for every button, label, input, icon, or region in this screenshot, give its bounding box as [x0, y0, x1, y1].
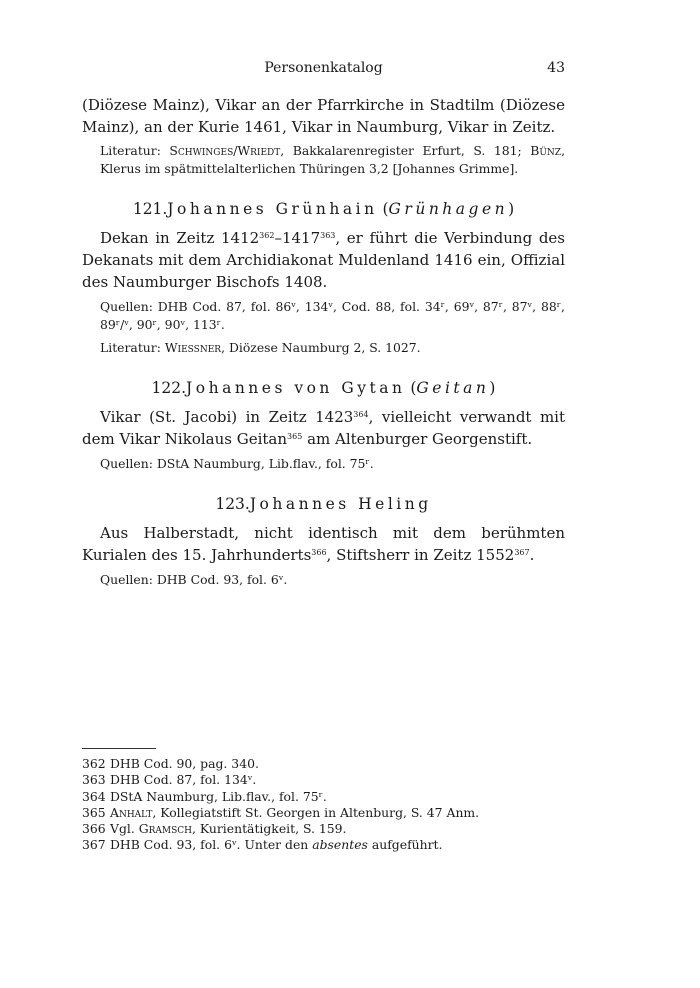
entry-number: 121.	[132, 200, 168, 218]
footnote-text: Vgl.	[110, 821, 139, 837]
footnote-text: DHB Cod. 87, fol. 134ᵛ.	[110, 772, 257, 788]
footnote-number: 367	[82, 837, 106, 853]
footnote-text: DStA Naumburg, Lib.flav., fol. 75ʳ.	[110, 788, 327, 804]
footnote-author: Anhalt	[110, 804, 153, 820]
footnote-363	[82, 772, 565, 788]
footnote-number: 365	[82, 804, 106, 820]
entry-text: Aus Halberstadt, nicht identisch mit dem berühmten Kurialen des 15. Jahrhunderts	[82, 524, 565, 564]
footnote-364	[82, 789, 565, 805]
footnote-number: 363	[82, 772, 106, 788]
footnote-number: 362	[82, 756, 106, 771]
lit-text: , Klerus im spätmittelalterlichen Thüringen 3,2 [Johannes Grimme].	[100, 143, 566, 176]
footnote-text: aufgeführt.	[367, 837, 443, 853]
lit-label: Literatur:	[100, 143, 170, 158]
footnote-362	[82, 756, 565, 772]
footnote-number: 364	[82, 788, 106, 804]
intro-literature	[82, 142, 565, 178]
footnote-text: DHB Cod. 90, pag. 340.	[110, 756, 259, 771]
footnote-author: Gramsch	[138, 821, 193, 837]
footnote-ref: 366	[311, 548, 327, 557]
footnote-italic: absentes	[312, 837, 368, 853]
footnote-rule	[82, 748, 156, 749]
entry-text-122	[82, 406, 565, 450]
entry-text: , Stiftsherr in Zeitz 1552	[326, 546, 515, 564]
entry-literature-121	[82, 339, 565, 357]
footnote-ref: 367	[514, 548, 530, 557]
footnote-ref: 365	[287, 432, 303, 441]
entry-text: am Altenburger Georgenstift.	[302, 430, 533, 448]
lit-author: Bünz	[530, 143, 562, 158]
entry-heading-122: 122.Johannes von Gytan (Geitan)	[151, 379, 496, 397]
entry-sources-122: Quellen: DStA Naumburg, Lib.flav., fol. 75ʳ.	[100, 456, 374, 471]
footnotes	[82, 748, 565, 854]
entry-text: , er führt die Verbindung des Dekanats mit dem Archidiakonat Muldenland 1416 ein, Offizial des Naumburger Bischofs 1408.	[82, 229, 565, 291]
lit-author: Wiessner	[164, 340, 222, 355]
entry-text: Vikar (St. Jacobi) in Zeitz 1423	[100, 408, 354, 426]
entry-sources-121: Quellen: DHB Cod. 87, fol. 86ᵛ, 134ᵛ, Cod. 88, fol. 34ʳ, 69ᵛ, 87ʳ, 87ᵛ, 88ʳ, 89ʳ/ᵛ, 90ʳ, 90ᵛ, 113ʳ.	[100, 299, 565, 332]
footnote-text: , Kurientätigkeit, S. 159.	[192, 821, 347, 837]
lit-label: Literatur:	[100, 340, 165, 355]
lit-text: , Bakkalarenregister Erfurt, S. 181;	[280, 143, 531, 158]
entry-name: Johannes von Gytan	[186, 379, 406, 397]
entry-name: Johannes Grünhain	[167, 200, 378, 218]
footnote-365	[82, 805, 565, 821]
running-title: Personenkatalog	[264, 60, 383, 76]
entry-name: Johannes Heling	[249, 495, 432, 513]
entry-heading-121: 121.Johannes Grünhain (Grünhagen)	[132, 200, 515, 218]
entry-alt-name: Geitan	[416, 379, 490, 397]
page-number: 43	[547, 60, 565, 76]
footnote-366	[82, 821, 565, 837]
entry-text: –1417	[274, 229, 321, 247]
lit-text: , Diözese Naumburg 2, S. 1027.	[221, 340, 421, 355]
footnote-text: DHB Cod. 93, fol. 6ᵛ. Unter den	[110, 837, 313, 853]
entry-text: Dekan in Zeitz 1412	[100, 229, 260, 247]
footnote-ref: 363	[320, 231, 336, 240]
entry-text-123	[82, 522, 565, 566]
footnote-ref: 364	[353, 410, 369, 419]
footnote-number: 366	[82, 821, 106, 837]
footnote-ref: 362	[259, 231, 275, 240]
entry-number: 123.	[215, 495, 250, 513]
entry-alt-name: Grünhagen	[388, 200, 509, 218]
intro-paragraph: (Diözese Mainz), Vikar an der Pfarrkirche in Stadtilm (Diözese Mainz), an der Kurie 1461, Vikar in Naumburg, Vikar in Zeitz.	[82, 96, 565, 136]
footnote-367	[82, 837, 565, 853]
lit-author: Schwinges/Wriedt	[169, 143, 281, 158]
entry-text: , vielleicht verwandt mit dem Vikar Nikolaus Geitan	[82, 408, 565, 448]
entry-text-121	[82, 227, 565, 293]
entry-text: .	[529, 546, 535, 564]
entry-heading-123	[82, 495, 565, 513]
entry-sources-123: Quellen: DHB Cod. 93, fol. 6ᵛ.	[100, 572, 288, 587]
page-body	[82, 94, 565, 589]
running-header	[82, 60, 565, 80]
entry-number: 122.	[151, 379, 187, 397]
footnote-text: , Kollegiatstift St. Georgen in Altenburg, S. 47 Anm.	[152, 804, 480, 820]
